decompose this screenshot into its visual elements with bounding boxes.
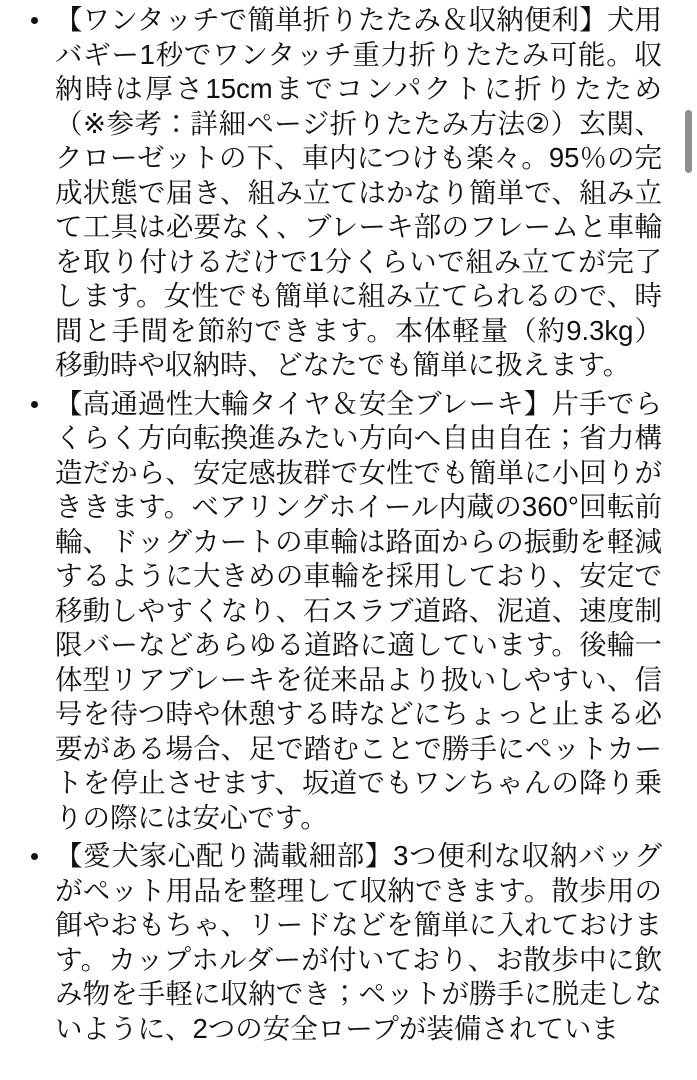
feature-bullet-item	[55, 387, 662, 836]
scrollbar-thumb[interactable]	[685, 110, 692, 173]
bullet-dot-icon	[31, 401, 38, 408]
bullet-dot-icon	[31, 17, 38, 24]
bullet-dot-icon	[31, 853, 38, 860]
feature-bullet-item	[55, 839, 662, 1046]
feature-bullet-text: 【高通過性大輪タイヤ＆安全ブレーキ】片手でらくらく方向転換進みたい方向へ自由自在；省力構造だから、安定感抜群で女性でも簡単に小回りがききます。ベアリングホイール内蔵の360°回転前輪、ドッグカートの車輪は路面からの振動を軽減するように大きめの車輪を採用しており、安定で移動しやすくなり、石スラブ道路、泥道、速度制限バーなどあらゆる道路に適しています。後輪一体型リアブレーキを従来品より扱いしやすい、信号を待つ時や休憩する時などにちょっと止まる必要がある場合、足で踏むことで勝手にペットカートを停止させます、坂道でもワンちゃんの降り乗りの際には安心です。	[55, 387, 662, 833]
feature-bullet-text: 【ワンタッチで簡単折りたたみ＆収納便利】犬用バギー1秒でワンタッチ重力折りたたみ可能。収納時は厚さ15cmまでコンパクトに折りたため（※参考：詳細ページ折りたたみ方法②）玄関、クローゼットの下、車内につけも楽々。95％の完成状態で届き、組み立てはかなり簡単で、組み立て工具は必要なく、ブレーキ部のフレームと車輪を取り付けるだけで1分くらいで組み立てが完了します。女性でも簡単に組み立てられるので、時間と手間を節約できます。本体軽量（約9.3kg）移動時や収納時、どなたでも簡単に扱えます。	[55, 4, 662, 380]
feature-bullet-text: 【愛犬家心配り満載細部】3つ便利な収納バッグがペット用品を整理して収納できます。散歩用の餌やおもちゃ、リードなどを簡単に入れておけます。カップホルダーが付いており、お散歩中に飲み物を手軽に収納でき；ペットが勝手に脱走しないように、2つの安全ロープが装備されていま	[55, 840, 662, 1044]
feature-bullet-item	[55, 3, 662, 383]
